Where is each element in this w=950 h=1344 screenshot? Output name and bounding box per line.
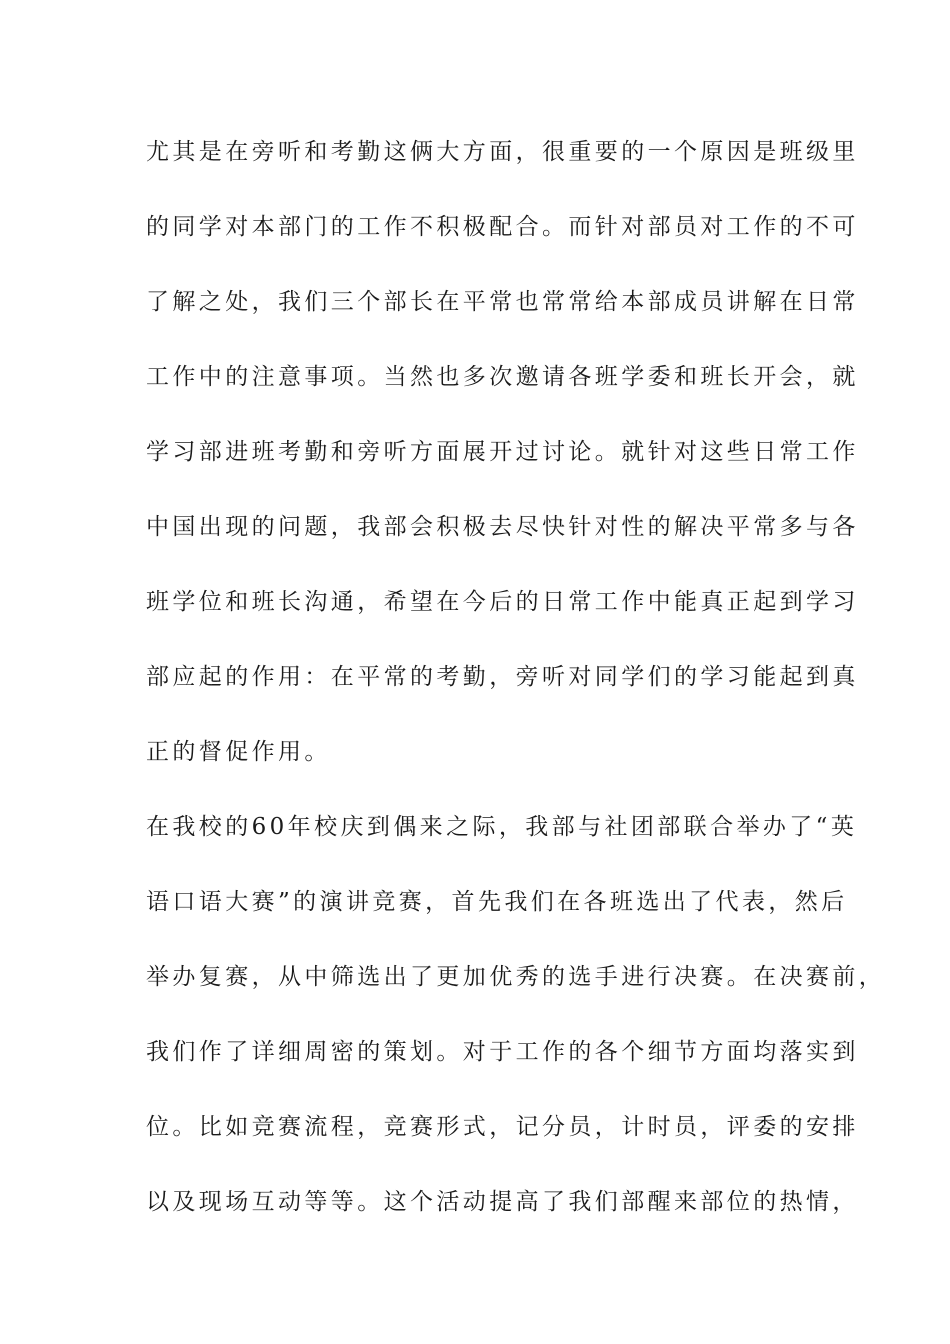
- paragraph-line: 尤其是在旁听和考勤这俩大方面，很重要的一个原因是班级里: [146, 139, 859, 165]
- paragraph-line: 正的督促作用。: [146, 739, 331, 765]
- paragraph-line: 工作中的注意事项。当然也多次邀请各班学委和班长开会，就: [146, 364, 859, 390]
- paragraph-line: 了解之处，我们三个部长在平常也常常给本部成员讲解在日常: [146, 289, 859, 315]
- paragraph-line: 语口语大赛”的演讲竞赛，首先我们在各班选出了代表，然后: [146, 889, 848, 915]
- paragraph-line: 我们作了详细周密的策划。对于工作的各个细节方面均落实到: [146, 1039, 859, 1065]
- paragraph-line: 以及现场互动等等。这个活动提高了我们部醒来部位的热情，: [146, 1189, 859, 1215]
- paragraph-line: 位。比如竞赛流程，竞赛形式，记分员，计时员，评委的安排: [146, 1114, 859, 1140]
- paragraph-line: 举办复赛，从中筛选出了更加优秀的选手进行决赛。在决赛前，: [146, 964, 886, 990]
- paragraph-line: 在我校的60年校庆到偶来之际，我部与社团部联合举办了“英: [146, 814, 858, 840]
- paragraph-line: 班学位和班长沟通，希望在今后的日常工作中能真正起到学习: [146, 589, 859, 615]
- paragraph-line: 中国出现的问题，我部会积极去尽快针对性的解决平常多与各: [146, 514, 859, 540]
- paragraph-line: 的同学对本部门的工作不积极配合。而针对部员对工作的不可: [146, 214, 859, 240]
- paragraph-line: 部应起的作用：在平常的考勤，旁听对同学们的学习能起到真: [146, 664, 859, 690]
- paragraph-line: 学习部进班考勤和旁听方面展开过讨论。就针对这些日常工作: [146, 439, 859, 465]
